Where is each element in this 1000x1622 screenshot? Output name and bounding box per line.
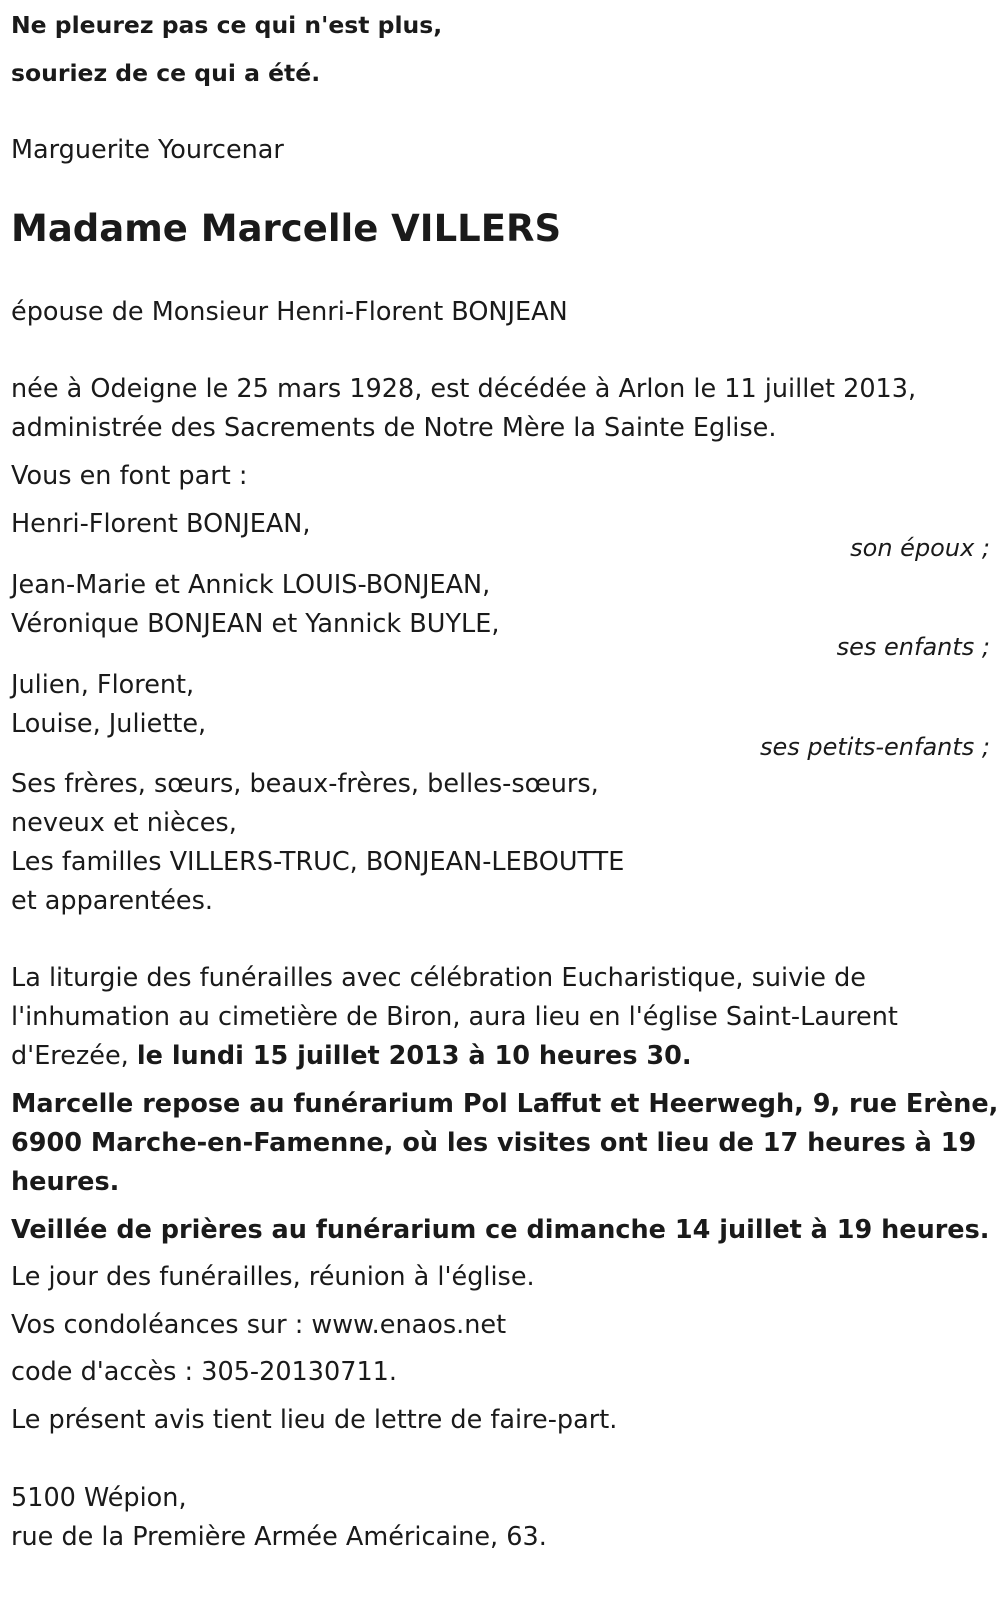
meeting-line: Le jour des funérailles, réunion à l'église. (11, 1262, 535, 1292)
quote-author: Marguerite Yourcenar (11, 135, 284, 165)
spouse-role: son époux ; (850, 534, 990, 562)
quote-line-2: souriez de ce qui a été. (11, 59, 321, 87)
access-code-line: code d'accès : 305-20130711. (11, 1357, 398, 1387)
notice-line: Le présent avis tient lieu de lettre de faire-part. (11, 1405, 618, 1435)
birth-death-line: née à Odeigne le 25 mars 1928, est décédée à Arlon le 11 juillet 2013, (11, 374, 917, 404)
grandchildren-role: ses petits-enfants ; (759, 733, 990, 761)
quote-line-1: Ne pleurez pas ce qui n'est plus, (11, 11, 443, 39)
funeral-date: le lundi 15 juillet 2013 à 10 heures 30. (136, 1041, 692, 1071)
condolences-line: Vos condoléances sur : www.enaos.net (11, 1310, 507, 1340)
spouse-line: épouse de Monsieur Henri-Florent BONJEAN (11, 297, 568, 327)
funeral-location: d'Erezée, (11, 1041, 137, 1071)
address-line-2: rue de la Première Armée Américaine, 63. (11, 1522, 547, 1552)
announcement-intro: Vous en font part : (11, 461, 248, 491)
grandchild-names-2: Louise, Juliette, (11, 709, 207, 739)
sacraments-line: administrée des Sacrements de Notre Mère la Sainte Eglise. (11, 413, 777, 443)
rest-line-1: Marcelle repose au funérarium Pol Laffut et Heerwegh, 9, rue Erène, (11, 1089, 999, 1119)
other-family-2: neveux et nièces, (11, 808, 237, 838)
child-name-1: Jean-Marie et Annick LOUIS-BONJEAN, (11, 570, 491, 600)
funeral-line-1: La liturgie des funérailles avec célébration Eucharistique, suivie de (11, 963, 866, 993)
grandchild-names-1: Julien, Florent, (11, 670, 195, 700)
vigil-line: Veillée de prières au funérarium ce dimanche 14 juillet à 19 heures. (11, 1215, 990, 1245)
child-name-2: Véronique BONJEAN et Yannick BUYLE, (11, 609, 500, 639)
address-line-1: 5100 Wépion, (11, 1483, 187, 1513)
children-role: ses enfants ; (836, 633, 990, 661)
rest-line-3: heures. (11, 1167, 120, 1197)
other-family-1: Ses frères, sœurs, beaux-frères, belles-sœurs, (11, 769, 599, 799)
other-family-4: et apparentées. (11, 886, 213, 916)
funeral-line-3 (11, 1041, 692, 1071)
spouse-name: Henri-Florent BONJEAN, (11, 509, 311, 539)
deceased-name: Madame Marcelle VILLERS (11, 207, 562, 250)
funeral-line-2: l'inhumation au cimetière de Biron, aura lieu en l'église Saint-Laurent (11, 1002, 898, 1032)
rest-line-2: 6900 Marche-en-Famenne, où les visites ont lieu de 17 heures à 19 (11, 1128, 977, 1158)
other-family-3: Les familles VILLERS-TRUC, BONJEAN-LEBOUTTE (11, 847, 625, 877)
